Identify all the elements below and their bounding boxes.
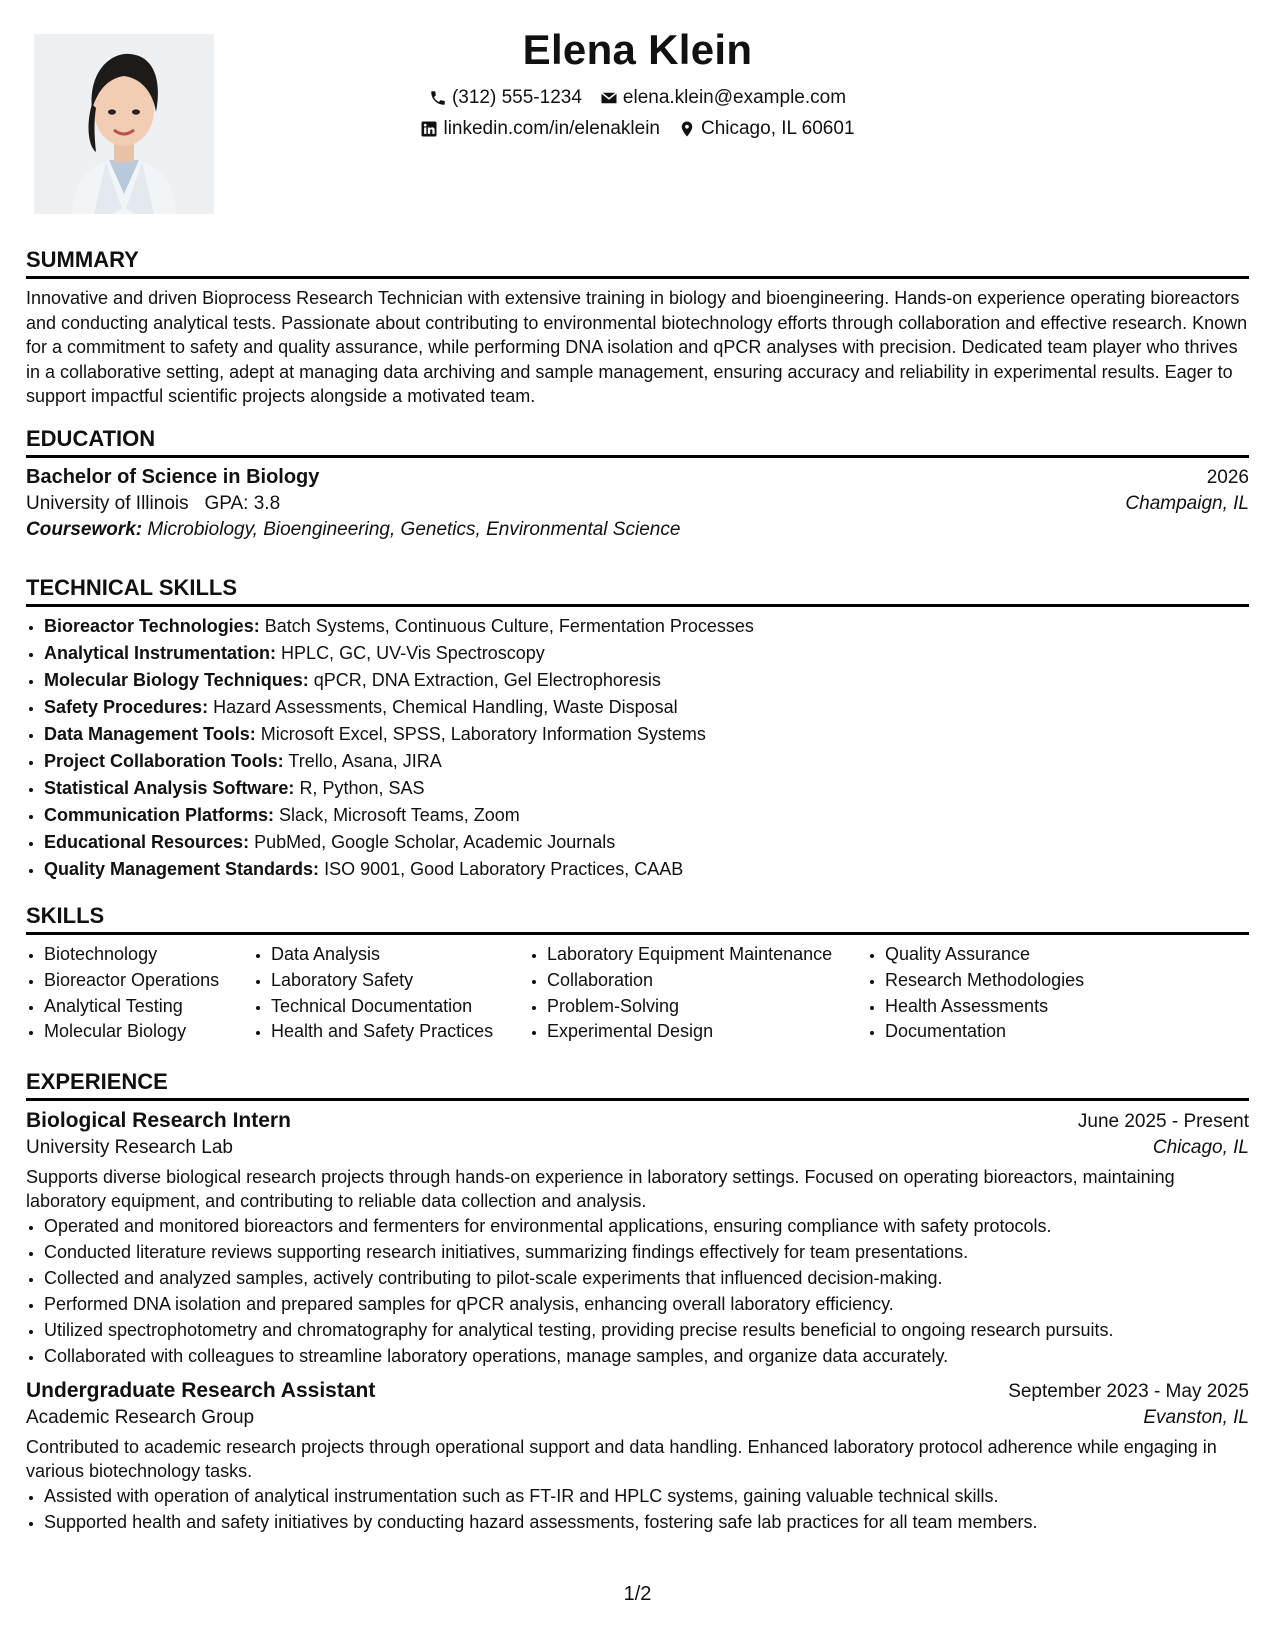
job-entry-1 xyxy=(26,1109,1249,1369)
email-address[interactable]: elena.klein@example.com xyxy=(622,87,847,108)
coursework-list: Microbiology, Bioengineering, Genetics, Environmental Science xyxy=(147,519,681,540)
skills-section xyxy=(26,901,1249,1045)
skill-category: Statistical Analysis Software: xyxy=(44,778,295,798)
job-location: Chicago, IL xyxy=(1152,1137,1249,1158)
school-info xyxy=(26,493,280,515)
skill-values: R, Python, SAS xyxy=(299,778,425,798)
skill-values: HPLC, GC, UV-Vis Spectroscopy xyxy=(281,643,545,663)
list-item xyxy=(44,640,1249,667)
list-item: • Laboratory Equipment Maintenance xyxy=(547,942,867,968)
degree: Bachelor of Science in Biology xyxy=(26,466,320,488)
page-number: 1/2 xyxy=(623,1583,652,1605)
list-item: • Experimental Design xyxy=(547,1019,867,1045)
linkedin-contact xyxy=(420,113,660,144)
list-item: • Laboratory Safety xyxy=(271,968,529,994)
list-item: • Collected and analyzed samples, actively contributing to pilot-scale experiments that influenced decision-making. xyxy=(44,1265,1249,1291)
list-item: • Health and Safety Practices xyxy=(271,1019,529,1045)
list-item: • Utilized spectrophotometry and chromatography for analytical testing, providing precise results beneficial to ongoing research pursuits. xyxy=(44,1317,1249,1343)
list-item: • Problem-Solving xyxy=(547,994,867,1020)
job-description: Contributed to academic research projects through operational support and data handling. Enhanced laboratory protocol adherence while engaging in various biotechnology tasks. xyxy=(26,1437,1217,1481)
job-organization: Academic Research Group xyxy=(26,1407,255,1428)
job-title: Biological Research Intern xyxy=(26,1109,291,1132)
list-item xyxy=(44,775,1249,802)
list-item: • Collaboration xyxy=(547,968,867,994)
skill-values: PubMed, Google Scholar, Academic Journals xyxy=(254,832,616,852)
job-header xyxy=(26,1109,1249,1133)
skill-category: Project Collaboration Tools: xyxy=(44,751,284,771)
linkedin-url[interactable]: linkedin.com/in/elenaklein xyxy=(443,118,660,139)
phone-contact xyxy=(429,82,582,113)
section-divider xyxy=(26,604,1249,607)
section-divider xyxy=(26,276,1249,279)
coursework xyxy=(26,519,1249,541)
technical-skills-section xyxy=(26,573,1249,883)
phone-icon xyxy=(429,89,447,107)
contact-line-2 xyxy=(0,113,1275,144)
linkedin-icon xyxy=(420,120,438,138)
skill-category: Quality Management Standards: xyxy=(44,859,320,879)
skill-category: Safety Procedures: xyxy=(44,697,209,717)
skills-column-3 xyxy=(529,942,867,1045)
list-item: • Health Assessments xyxy=(885,994,1185,1020)
candidate-name: Elena Klein xyxy=(522,26,753,73)
skills-title: SKILLS xyxy=(26,903,105,928)
list-item: • Biotechnology xyxy=(44,942,253,968)
phone-number[interactable]: (312) 555-1234 xyxy=(451,87,582,108)
skill-values: Slack, Microsoft Teams, Zoom xyxy=(279,805,520,825)
job-subheader xyxy=(26,1137,1249,1159)
list-item xyxy=(44,748,1249,775)
summary-title: SUMMARY xyxy=(26,247,139,272)
list-item: • Collaborated with colleagues to streamline laboratory operations, manage samples, and organize data accurately. xyxy=(44,1343,1249,1369)
job-subheader xyxy=(26,1407,1249,1429)
list-item: • Assisted with operation of analytical instrumentation such as FT-IR and HPLC systems, gaining valuable technical skills. xyxy=(44,1483,1249,1509)
skills-columns xyxy=(26,942,1249,1045)
list-item: • Documentation xyxy=(885,1019,1185,1045)
education-title: EDUCATION xyxy=(26,426,156,451)
job-description: Supports diverse biological research projects through hands-on experience in laboratory settings. Focused on operating bioreactors, maintaining laboratory equipment, and contributing to reliable data collection and analysis. xyxy=(26,1167,1175,1211)
email-contact xyxy=(600,82,846,113)
summary-section xyxy=(26,245,1249,409)
school-name: University of Illinois xyxy=(26,493,189,514)
job-organization: University Research Lab xyxy=(26,1137,233,1158)
section-divider xyxy=(26,932,1249,935)
skill-category: Analytical Instrumentation: xyxy=(44,643,277,663)
job-dates: June 2025 - Present xyxy=(1077,1111,1249,1132)
list-item: • Supported health and safety initiatives by conducting hazard assessments, fostering safe lab practices for all team members. xyxy=(44,1509,1249,1535)
graduation-year: 2026 xyxy=(1206,467,1249,488)
list-item xyxy=(44,694,1249,721)
education-section xyxy=(26,424,1249,541)
list-item xyxy=(44,856,1249,883)
skill-category: Educational Resources: xyxy=(44,832,250,852)
job-entry-2 xyxy=(26,1379,1249,1535)
skill-values: Trello, Asana, JIRA xyxy=(288,751,442,771)
map-pin-icon xyxy=(678,120,696,138)
section-divider xyxy=(26,1098,1249,1101)
job-title: Undergraduate Research Assistant xyxy=(26,1379,376,1402)
location-text: Chicago, IL 60601 xyxy=(700,118,855,139)
job-bullets xyxy=(26,1483,1249,1535)
list-item: • Data Analysis xyxy=(271,942,529,968)
skill-category: Data Management Tools: xyxy=(44,724,256,744)
skills-column-2 xyxy=(253,942,529,1045)
summary-text: Innovative and driven Bioprocess Research Technician with extensive training in biology and bioengineering. Hands-on experience operating bioreactors and conducting analytical tests. Passionate about contributing to environmental biotechnology efforts through collaboration and effective research. Known for a commitment to safety and quality assurance, while performing DNA isolation and qPCR analyses with precision. Dedicated team player who thrives in a collaborative setting, adept at managing data archiving and sample management, ensuring accuracy and reliability in experimental results. Eager to support impactful scientific projects alongside a motivated team. xyxy=(26,288,1248,407)
job-location: Evanston, IL xyxy=(1143,1407,1249,1428)
list-item: • Quality Assurance xyxy=(885,942,1185,968)
contact-line-1 xyxy=(0,82,1275,113)
experience-section xyxy=(26,1067,1249,1535)
gpa: GPA: 3.8 xyxy=(204,493,281,514)
list-item: • Research Methodologies xyxy=(885,968,1185,994)
skill-category: Communication Platforms: xyxy=(44,805,275,825)
skills-column-4 xyxy=(867,942,1185,1045)
skill-values: ISO 9001, Good Laboratory Practices, CAAB xyxy=(324,859,684,879)
job-dates: September 2023 - May 2025 xyxy=(1008,1381,1249,1402)
list-item: • Performed DNA isolation and prepared samples for qPCR analysis, enhancing overall laboratory efficiency. xyxy=(44,1291,1249,1317)
school-location: Champaign, IL xyxy=(1125,493,1249,514)
list-item xyxy=(44,802,1249,829)
skill-category: Molecular Biology Techniques: xyxy=(44,670,309,690)
experience-title: EXPERIENCE xyxy=(26,1069,168,1094)
list-item xyxy=(44,613,1249,640)
list-item: • Analytical Testing xyxy=(44,994,253,1020)
skill-values: qPCR, DNA Extraction, Gel Electrophoresis xyxy=(313,670,661,690)
skill-category: Bioreactor Technologies: xyxy=(44,616,260,636)
coursework-label: Coursework: xyxy=(26,519,143,540)
envelope-icon xyxy=(600,89,618,107)
technical-skills-title: TECHNICAL SKILLS xyxy=(26,575,238,600)
list-item xyxy=(44,667,1249,694)
skills-column-1 xyxy=(26,942,253,1045)
education-row-1 xyxy=(26,466,1249,489)
list-item: • Technical Documentation xyxy=(271,994,529,1020)
job-bullets xyxy=(26,1213,1249,1369)
section-divider xyxy=(26,455,1249,458)
skill-values: Microsoft Excel, SPSS, Laboratory Information Systems xyxy=(260,724,706,744)
list-item: • Bioreactor Operations xyxy=(44,968,253,994)
list-item xyxy=(44,721,1249,748)
skill-values: Hazard Assessments, Chemical Handling, Waste Disposal xyxy=(213,697,678,717)
technical-skills-list xyxy=(26,613,1249,883)
location-contact xyxy=(678,113,855,144)
resume-header xyxy=(0,18,1275,144)
education-row-2 xyxy=(26,493,1249,515)
list-item: • Molecular Biology xyxy=(44,1019,253,1045)
list-item: • Operated and monitored bioreactors and fermenters for environmental applications, ensuring compliance with safety protocols. xyxy=(44,1213,1249,1239)
list-item: • Conducted literature reviews supporting research initiatives, summarizing findings effectively for team presentations. xyxy=(44,1239,1249,1265)
job-header xyxy=(26,1379,1249,1403)
list-item xyxy=(44,829,1249,856)
skill-values: Batch Systems, Continuous Culture, Fermentation Processes xyxy=(264,616,754,636)
